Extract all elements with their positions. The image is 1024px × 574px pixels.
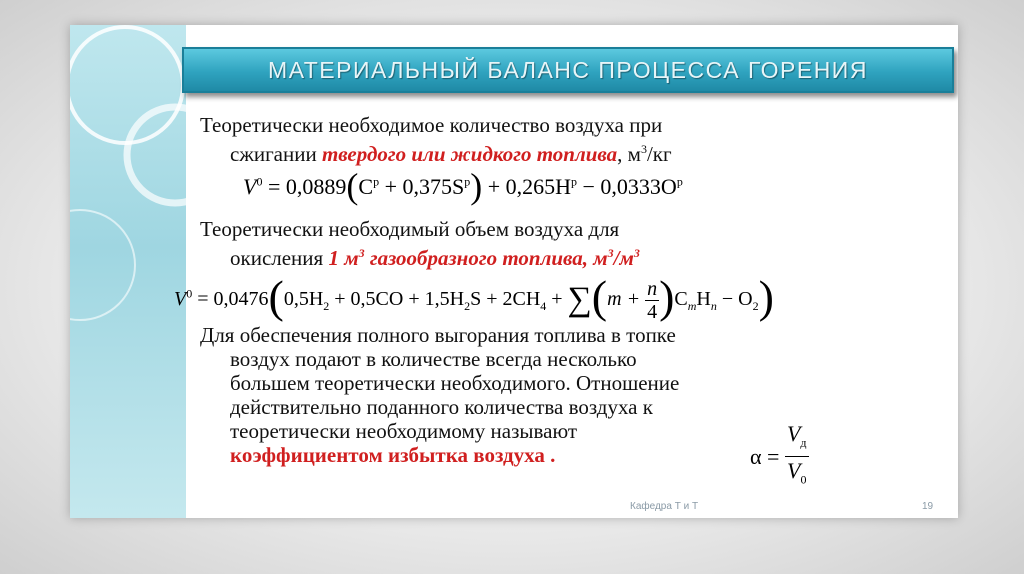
f1-o-sup: р — [676, 174, 683, 189]
p2-emph-sup-3: 3 — [633, 246, 640, 260]
f1-s-sup: р — [464, 174, 471, 189]
f1-open-paren: ( — [346, 166, 359, 206]
f2-o: − O — [716, 288, 753, 310]
p2-emphasis — [328, 246, 639, 270]
p2-emph-sup-1: 3 — [358, 246, 365, 260]
alpha-den-v: V — [786, 458, 801, 484]
f2-c: C — [674, 288, 688, 310]
title-banner — [182, 47, 954, 93]
slide — [70, 25, 958, 518]
formula-2 — [174, 270, 774, 323]
f1-c-sup: р — [373, 174, 380, 189]
f2-inner-open-paren: ( — [591, 271, 608, 322]
paragraph-1-line-1: Теоретически необходимое количество воздуха при — [200, 113, 663, 137]
f1-h: + 0,265H — [482, 174, 572, 199]
f1-v-sup: 0 — [256, 174, 263, 189]
alpha-formula — [750, 420, 809, 494]
p1-unit-sup: 3 — [640, 142, 647, 156]
f2-close-paren: ) — [758, 271, 774, 322]
p1-unit-end: /кг — [646, 142, 672, 166]
p2-emph-sup-2: 3 — [607, 246, 614, 260]
paragraph-3-line-1: Для обеспечения полного выгорания топлива в топке — [200, 323, 676, 347]
p2-emph-a: 1 м — [328, 246, 359, 270]
f2-m: m + — [607, 288, 646, 310]
p1-prefix: сжигании — [230, 142, 322, 166]
f1-eq: = 0,0889 — [262, 174, 347, 199]
paragraph-3-line-4: действительно поданного количества воздуха к — [230, 395, 653, 419]
p1-emphasis: твердого или жидкого топлива — [321, 142, 618, 166]
f2-h: H — [696, 288, 711, 310]
f2-t2: + 0,5CO + 1,5H — [329, 288, 465, 310]
f2-t1: 0,5H — [283, 288, 324, 310]
f1-o: − 0,0333O — [577, 174, 677, 199]
formula-1 — [243, 165, 683, 207]
f2-t1-sub: 2 — [323, 299, 330, 313]
paragraph-3-line-3: большем теоретически необходимого. Отношение — [230, 371, 680, 395]
alpha-fraction — [785, 420, 809, 494]
f2-t3-sub: 4 — [540, 299, 547, 313]
f1-s: + 0,375S — [379, 174, 465, 199]
p1-suffix: , м — [617, 142, 641, 166]
p2-emph-c: /м — [613, 246, 634, 270]
f2-c-sub: m — [687, 299, 697, 313]
paragraph-3-line-5: теоретически необходимому называют — [230, 419, 578, 443]
paragraph-3-line-6: коэффициентом избытка воздуха . — [230, 443, 556, 467]
f2-o-sub: 2 — [752, 299, 759, 313]
f2-t4: + — [546, 288, 568, 310]
paragraph-2-line-1: Теоретически необходимый объем воздуха для — [200, 217, 620, 241]
f1-h-sup: р — [571, 174, 578, 189]
f2-eq: = 0,0476 — [192, 288, 269, 310]
f2-sum-sign: ∑ — [567, 281, 592, 318]
f2-open-paren: ( — [268, 271, 284, 322]
f2-t2-sub: 2 — [464, 299, 471, 313]
f2-v: V — [174, 288, 187, 310]
alpha-num-sub: д — [800, 435, 807, 450]
f2-v-sup: 0 — [186, 286, 193, 301]
paragraph-1-line-2 — [230, 137, 672, 166]
alpha-num-v: V — [786, 421, 801, 446]
footer-page-number: 19 — [922, 501, 934, 512]
footer-department: Кафедра Т и Т — [630, 501, 699, 512]
alpha-lhs: α = — [750, 443, 785, 469]
f1-v: V — [243, 174, 257, 199]
f2-frac-num: n — [647, 277, 658, 300]
f2-inner-close-paren: ) — [659, 271, 675, 322]
alpha-den-sub: 0 — [800, 472, 807, 487]
f2-frac-den: 4 — [647, 300, 658, 323]
f2-h-sub: n — [710, 299, 717, 313]
f2-fraction — [645, 278, 659, 323]
paragraph-2-line-2 — [230, 241, 640, 270]
alpha-denominator — [785, 457, 809, 493]
page-title: МАТЕРИАЛЬНЫЙ БАЛАНС ПРОЦЕССА ГОРЕНИЯ — [268, 56, 868, 83]
paragraph-3-line-2: воздух подают в количестве всегда несколько — [230, 347, 637, 371]
f1-close-paren: ) — [470, 166, 483, 206]
p2-emph-b: газообразного топлива, м — [364, 246, 608, 270]
f2-t3: S + 2CH — [470, 288, 541, 310]
f1-c: C — [358, 174, 374, 199]
p2-prefix: окисления — [230, 246, 329, 270]
alpha-numerator — [785, 420, 809, 457]
